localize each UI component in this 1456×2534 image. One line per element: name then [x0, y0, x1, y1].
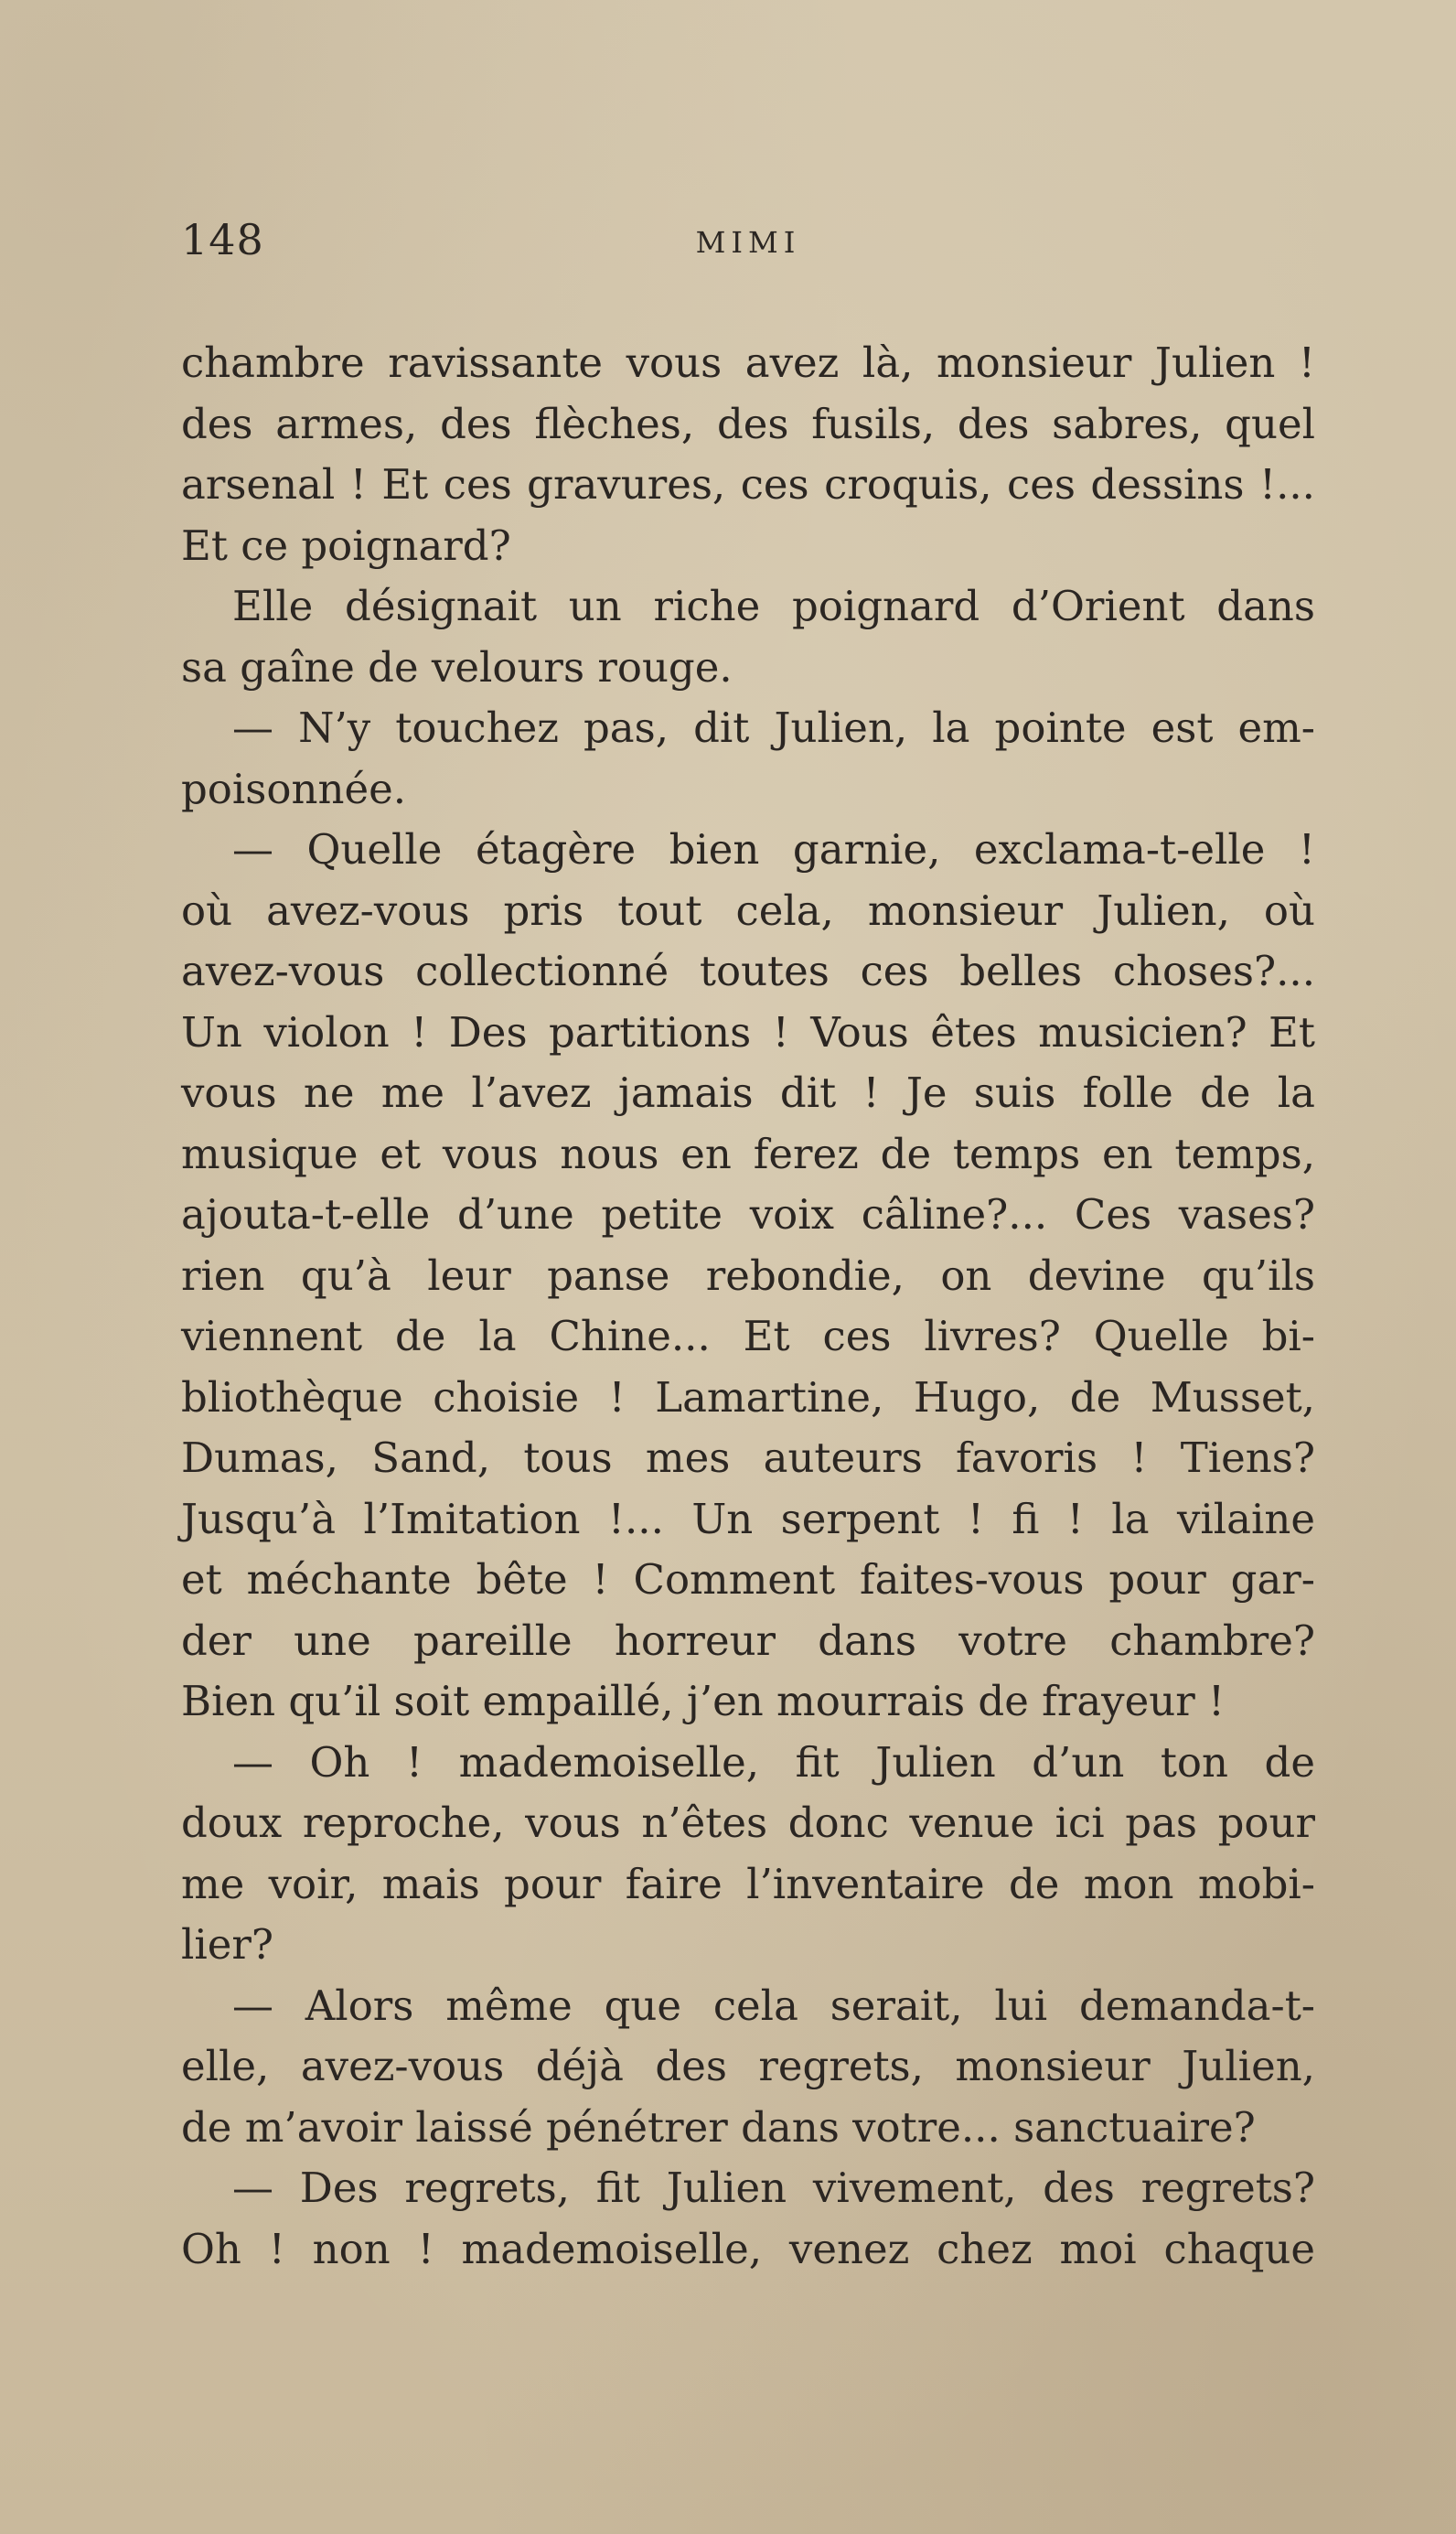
text-line: — Quelle étagère bien garnie, exclama-t-elle ! — [232, 825, 1315, 874]
text-line: chambre ravissante vous avez là, monsieur Julien ! — [181, 338, 1315, 387]
text-line: der une pareille horreur dans votre chambre? — [181, 1616, 1315, 1665]
text-line: et méchante bête ! Comment faites-vous pour gar- — [181, 1555, 1315, 1604]
text-line: — Des regrets, fit Julien vivement, des regrets? — [232, 2164, 1315, 2212]
text-line: Et ce poignard? — [181, 521, 511, 570]
text-line: Oh ! non ! mademoiselle, venez chez moi chaque — [181, 2224, 1315, 2273]
text-line: rien qu’à leur panse rebondie, on devine qu’ils — [181, 1251, 1315, 1300]
text-line: Dumas, Sand, tous mes auteurs favoris ! Tiens? — [181, 1433, 1315, 1482]
text-line: doux reproche, vous n’êtes donc venue ici pas pour — [181, 1798, 1315, 1847]
text-line: Elle désignait un riche poignard d’Orient dans — [232, 582, 1315, 630]
body-text — [181, 333, 1315, 2280]
text-line: Un violon ! Des partitions ! Vous êtes musicien? Et — [181, 1007, 1315, 1057]
text-line: elle, avez-vous déjà des regrets, monsieur Julien, — [181, 2042, 1315, 2090]
text-line: — Alors même que cela serait, lui demanda-t- — [232, 1981, 1315, 2030]
page-number: 148 — [181, 215, 264, 264]
text-line: ajouta-t-elle d’une petite voix câline?... Ces vases? — [181, 1190, 1315, 1239]
text-line: poisonnée. — [181, 764, 407, 813]
text-line: où avez-vous pris tout cela, monsieur Julien, où — [181, 886, 1315, 935]
text-line: Jusqu’à l’Imitation !... Un serpent ! fi ! la vilaine — [181, 1494, 1315, 1543]
text-line: des armes, des flèches, des fusils, des sabres, quel — [181, 399, 1315, 448]
text-line: musique et vous nous en ferez de temps en temps, — [181, 1129, 1315, 1178]
text-line: me voir, mais pour faire l’inventaire de mon mobi- — [181, 1859, 1315, 1908]
page-header — [181, 212, 1315, 267]
text-line: bliothèque choisie ! Lamartine, Hugo, de Musset, — [181, 1372, 1315, 1422]
text-line: de m’avoir laissé pénétrer dans votre... sanctuaire? — [181, 2102, 1256, 2152]
text-line: viennent de la Chine... Et ces livres? Quelle bi- — [181, 1312, 1315, 1360]
text-line: sa gaîne de velours rouge. — [181, 642, 733, 692]
text-line: — N’y touchez pas, dit Julien, la pointe est em- — [232, 703, 1315, 752]
text-line: arsenal ! Et ces gravures, ces croquis, ces dessins !... — [181, 460, 1315, 509]
text-line: vous ne me l’avez jamais dit ! Je suis folle de la — [181, 1068, 1315, 1117]
running-title: MIMI — [695, 225, 801, 260]
text-line: avez-vous collectionné toutes ces belles choses?... — [181, 947, 1315, 995]
text-line: — Oh ! mademoiselle, fit Julien d’un ton de — [232, 1737, 1315, 1787]
text-line: lier? — [181, 1920, 274, 1969]
text-line: Bien qu’il soit empaillé, j’en mourrais de frayeur ! — [181, 1677, 1226, 1725]
